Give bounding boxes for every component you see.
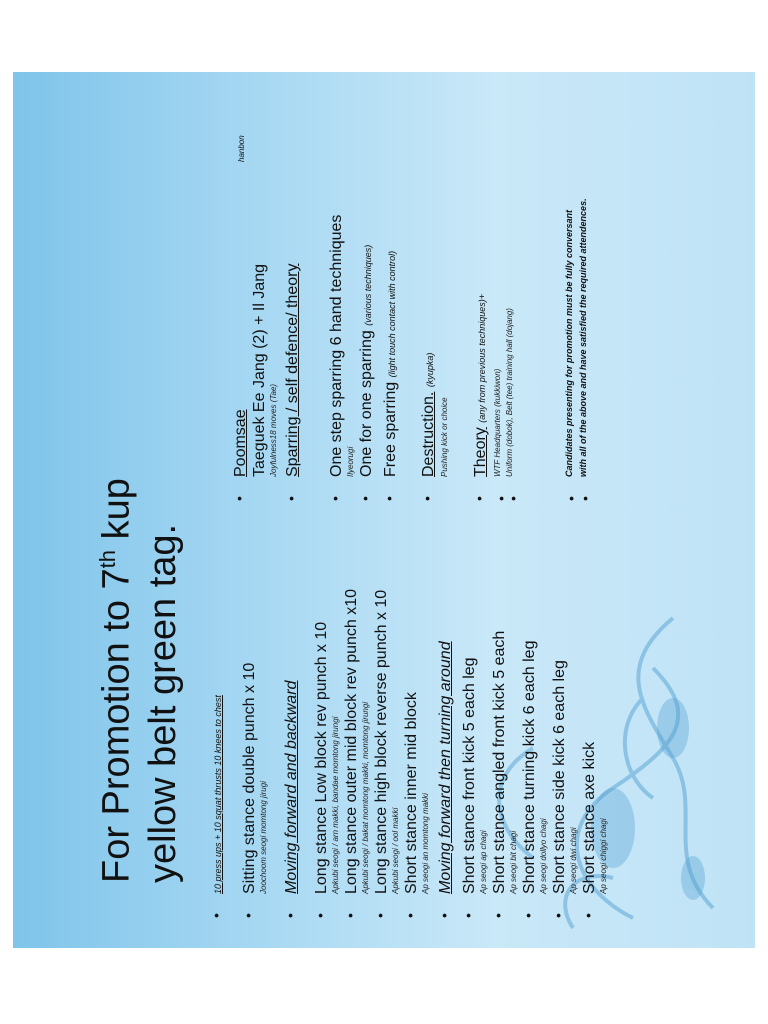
list-item: • Short stance turning kick 6 each leg Ap seogi dollyo chagi — [520, 640, 548, 918]
list-item: • Uniform (dobok), Belt (tee) training hall (dojang) — [505, 308, 521, 501]
list-item: • WTF Headquarters (kukkiwon) — [493, 368, 509, 501]
note: • with all of the above and have satisfied the required attendences. — [577, 198, 593, 501]
page-title: For Promotion to 7th kup yellow belt green tag. — [95, 478, 184, 883]
note: • Candidates presenting for promotion must be fully conversant — [563, 209, 579, 501]
section-heading: • Moving forward then turning around — [436, 641, 454, 918]
bullet: • — [208, 913, 224, 918]
list-item: • Destruction. (kyupka) Pushing kick or choice — [419, 352, 449, 501]
list-item: • Long stance Low block rev punch x 10 Apkubi seogi / arn makki, bandae momtong jirungi — [312, 621, 340, 918]
list-item: • Short stance front kick 5 each leg Ap seogi ap chagi — [460, 657, 488, 918]
section-heading: • Moving forward and backward — [282, 680, 300, 918]
list-item: • Long stance outer mid block rev punch x10 Apkubi seogi / bakat momtong makki, momtong jirungi — [342, 588, 370, 918]
list-item: • Theory (any from previous techniques)+ — [471, 293, 489, 501]
document-slide — [13, 72, 755, 948]
right-column — [231, 81, 591, 501]
list-item: • Free sparring (light touch contact with control) — [381, 250, 399, 501]
poomsae-section: • Poomsae Taeguek Ee Jang (2) + Il Jang Joyfulness18 moves (Tae) — [231, 263, 278, 501]
list-item: • One step sparring 6 hand techniques Ilyeorugi — [327, 214, 355, 501]
rotated-content — [13, 72, 755, 948]
left-column — [208, 508, 610, 918]
list-item: • One for one sparring (various techniques) — [357, 244, 375, 501]
list-item: • Short stance inner mid block Ap seogi an momtong makki — [402, 692, 430, 918]
section-heading: • Sparring / self defence/ theory — [283, 263, 301, 501]
list-item: • Short stance side kick 6 each leg Ap seogi dwi chagi — [550, 660, 578, 918]
list-item-warmup: • 10 press ups + 10 squat thrusts 10 knees to chest — [208, 695, 224, 918]
hanbon-label: hanbon — [237, 135, 246, 162]
list-item: • Long stance high block reverse punch x 10 Apkubi seogi / ool makki — [372, 589, 400, 918]
list-item: • Short stance axe kick Ap seogi chiggi chagi — [580, 741, 608, 918]
list-item: • Sitting stance double punch x 10 Joochoom seogi momtong jirugi — [240, 662, 268, 918]
list-item: • Short stance angled front kick 5 each Ap seogi bit chagi — [490, 630, 518, 918]
